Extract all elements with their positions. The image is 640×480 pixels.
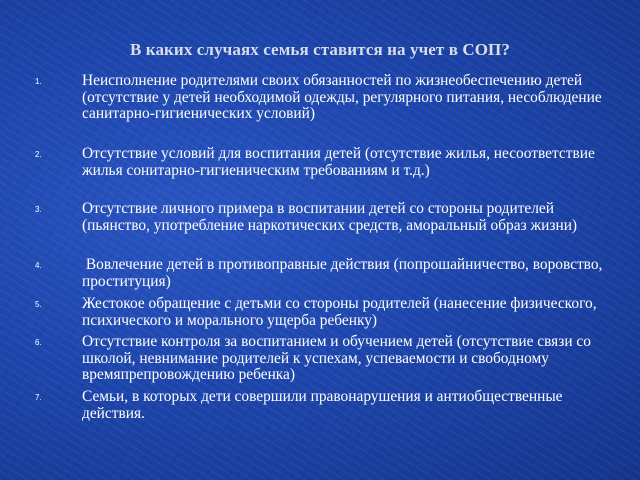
list-item-number: 7.	[35, 393, 42, 402]
list-item-number: 4.	[35, 261, 42, 270]
list-item	[35, 256, 612, 290]
list-item	[35, 145, 612, 179]
list-item-text: Жестокое обращение с детьми со стороны родителей (нанесение физического, психического и морального ущерба ребенку)	[82, 295, 597, 329]
list-item-text: Отсутствие условий для воспитания детей (отсутствие жилья, несоответствие жилья сонитарно-гигиеническим требованиям и т.д.)	[82, 145, 595, 179]
list-item-number: 3.	[35, 205, 42, 214]
slide-title: В каких случаях семья ставится на учет в СОП?	[130, 40, 510, 59]
list-item-number: 6.	[35, 338, 42, 347]
list-item-text: Отсутствие личного примера в воспитании детей со стороны родителей (пьянство, употребление наркотических средств, аморальный образ жизни)	[82, 200, 578, 234]
list-item	[35, 333, 612, 384]
list-item-text: Отсутствие контроля за воспитанием и обучением детей (отсутствие связи со школой, невнимание родителей к успехам, успеваемости и свободному времяпрепровождению ребенка)	[82, 333, 591, 383]
list-item-number: 1.	[35, 77, 42, 86]
list-item-number: 5.	[35, 300, 42, 309]
list-item	[35, 200, 612, 234]
list-item	[35, 72, 612, 123]
list-item-text: Вовлечение детей в противоправные действия (попрошайничество, воровство, проституция)	[82, 256, 607, 290]
list-item-text: Неисполнение родителями своих обязанностей по жизнеобеспечению детей (отсутствие у детей необходимой одежды, регулярного питания, несоблюдение санитарно-гигиенических условий)	[82, 72, 602, 122]
list-item-number: 2.	[35, 150, 42, 159]
list-item	[35, 295, 612, 329]
list-item-text: Семьи, в которых дети совершили правонарушения и антиобщественные действия.	[82, 388, 563, 422]
list-item	[35, 388, 612, 422]
